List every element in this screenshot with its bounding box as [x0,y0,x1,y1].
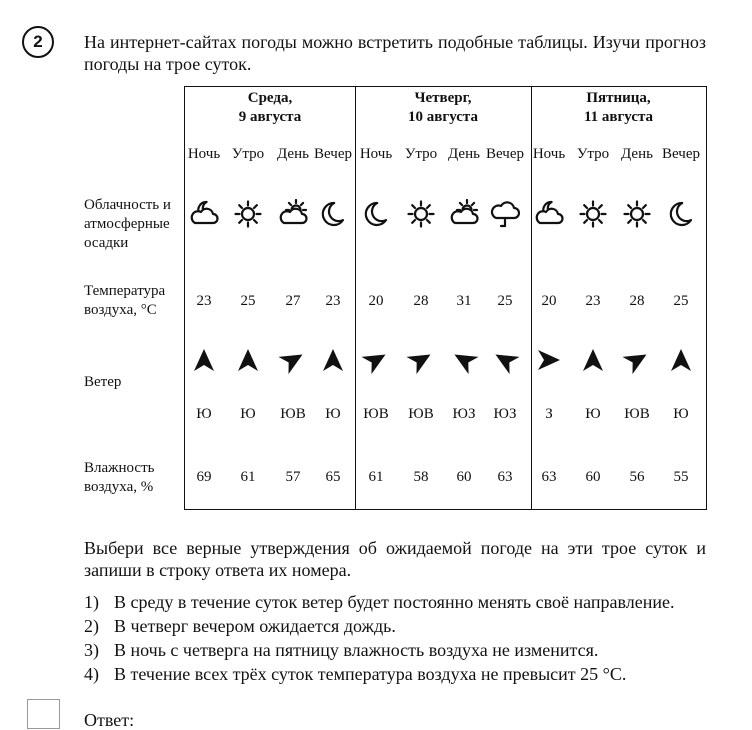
period-label: День [448,146,480,162]
wind-direction-cell: Ю [196,406,212,422]
temperature-cell: 25 [497,293,513,309]
temperature-cell: 23 [325,293,341,309]
period-label: Ночь [187,146,221,162]
wind-direction-cell: ЮЗ [452,406,476,422]
temperature-cell: 23 [585,293,601,309]
option-number: 1) [84,592,99,612]
sun-icon [578,199,608,229]
day-title: Среда, [247,90,293,106]
option-item [84,590,724,614]
humidity-cell: 63 [541,469,557,485]
sun-icon [233,199,263,229]
wind-arrow-icon [669,348,693,372]
wind-direction-cell: Ю [325,406,341,422]
temperature-cell: 23 [196,293,212,309]
day-date: 9 августа [238,109,302,125]
day-header [185,89,355,127]
period-label: Утро [404,146,438,162]
humidity-cell: 61 [240,469,256,485]
wind-arrow-icon [236,348,260,372]
day-title: Пятница, [586,90,651,106]
wind-direction-cell: ЮВ [363,406,389,422]
wind-direction-cell: ЮВ [408,406,434,422]
wind-direction-cell: ЮВ [624,406,650,422]
wind-direction-cell: ЮЗ [493,406,517,422]
wind-arrow-icon [581,348,605,372]
partly-cloudy-sun-icon [449,199,479,229]
day-header [531,89,706,127]
option-number: 3) [84,640,99,660]
period-label: Ночь [532,146,566,162]
day-date: 11 августа [583,109,654,125]
period-label: Вечер [314,146,352,162]
row-label-temperature: Температура воздуха, °C [84,283,166,318]
period-label: Вечер [486,146,524,162]
option-text: В течение всех трёх суток температура воздуха не превысит 25 °C. [114,664,627,684]
wind-direction-cell: ЮВ [280,406,306,422]
cloud-moon-icon [534,199,564,229]
wind-direction-cell: Ю [585,406,601,422]
humidity-cell: 63 [497,469,513,485]
period-label: Вечер [662,146,700,162]
row-label-humidity: Влажность воздуха, % [84,460,155,495]
wind-arrow-icon [321,348,345,372]
rain-cloud-icon [490,199,520,229]
sun-icon [622,199,652,229]
temperature-cell: 20 [368,293,384,309]
wind-direction-cell: Ю [240,406,256,422]
option-text: В среду в течение суток ветер будет постоянно менять своё направление. [114,592,675,612]
option-item [84,638,724,662]
humidity-cell: 69 [196,469,212,485]
question-text: Выбери все верные утверждения об ожидаемой погоде на эти трое суток и запиши в строку ответа их номера. [84,538,706,580]
answer-options [84,590,724,686]
task-intro: На интернет-сайтах погоды можно встретить подобные таблицы. Изучи прогноз погоды на трое суток. [84,32,706,74]
humidity-cell: 61 [368,469,384,485]
wind-direction-cell: З [545,406,553,422]
day-title: Четверг, [414,90,472,106]
wind-arrow-icon [192,348,216,372]
option-text: В четверг вечером ожидается дождь. [114,616,396,636]
task-number: 2 [22,26,54,58]
humidity-cell: 57 [285,469,301,485]
moon-icon [318,199,348,229]
moon-icon [361,199,391,229]
period-label: Ночь [359,146,393,162]
day-header [355,89,531,127]
cloud-moon-icon [189,199,219,229]
temperature-cell: 28 [629,293,645,309]
wind-arrow-icon [537,348,561,372]
humidity-cell: 58 [413,469,429,485]
period-label: Утро [231,146,265,162]
day-date: 10 августа [408,109,478,125]
period-label: День [277,146,309,162]
row-label-wind: Ветер [84,374,122,390]
row-label-clouds: Облачность и атмосферные осадки [84,197,171,251]
option-number: 4) [84,664,99,684]
option-number: 2) [84,616,99,636]
temperature-cell: 27 [285,293,301,309]
answer-label: Ответ: [84,710,135,730]
humidity-cell: 55 [673,469,689,485]
option-item [84,614,724,638]
moon-icon [666,199,696,229]
temperature-cell: 28 [413,293,429,309]
option-text: В ночь с четверга на пятницу влажность воздуха не изменится. [114,640,599,660]
partly-cloudy-sun-icon [278,199,308,229]
humidity-cell: 65 [325,469,341,485]
period-label: День [621,146,653,162]
answer-box[interactable] [27,699,60,729]
wind-direction-cell: Ю [673,406,689,422]
temperature-cell: 25 [240,293,256,309]
option-item [84,662,724,686]
humidity-cell: 56 [629,469,645,485]
humidity-cell: 60 [585,469,601,485]
period-label: Утро [576,146,610,162]
sun-icon [406,199,436,229]
temperature-cell: 31 [456,293,472,309]
humidity-cell: 60 [456,469,472,485]
temperature-cell: 25 [673,293,689,309]
temperature-cell: 20 [541,293,557,309]
